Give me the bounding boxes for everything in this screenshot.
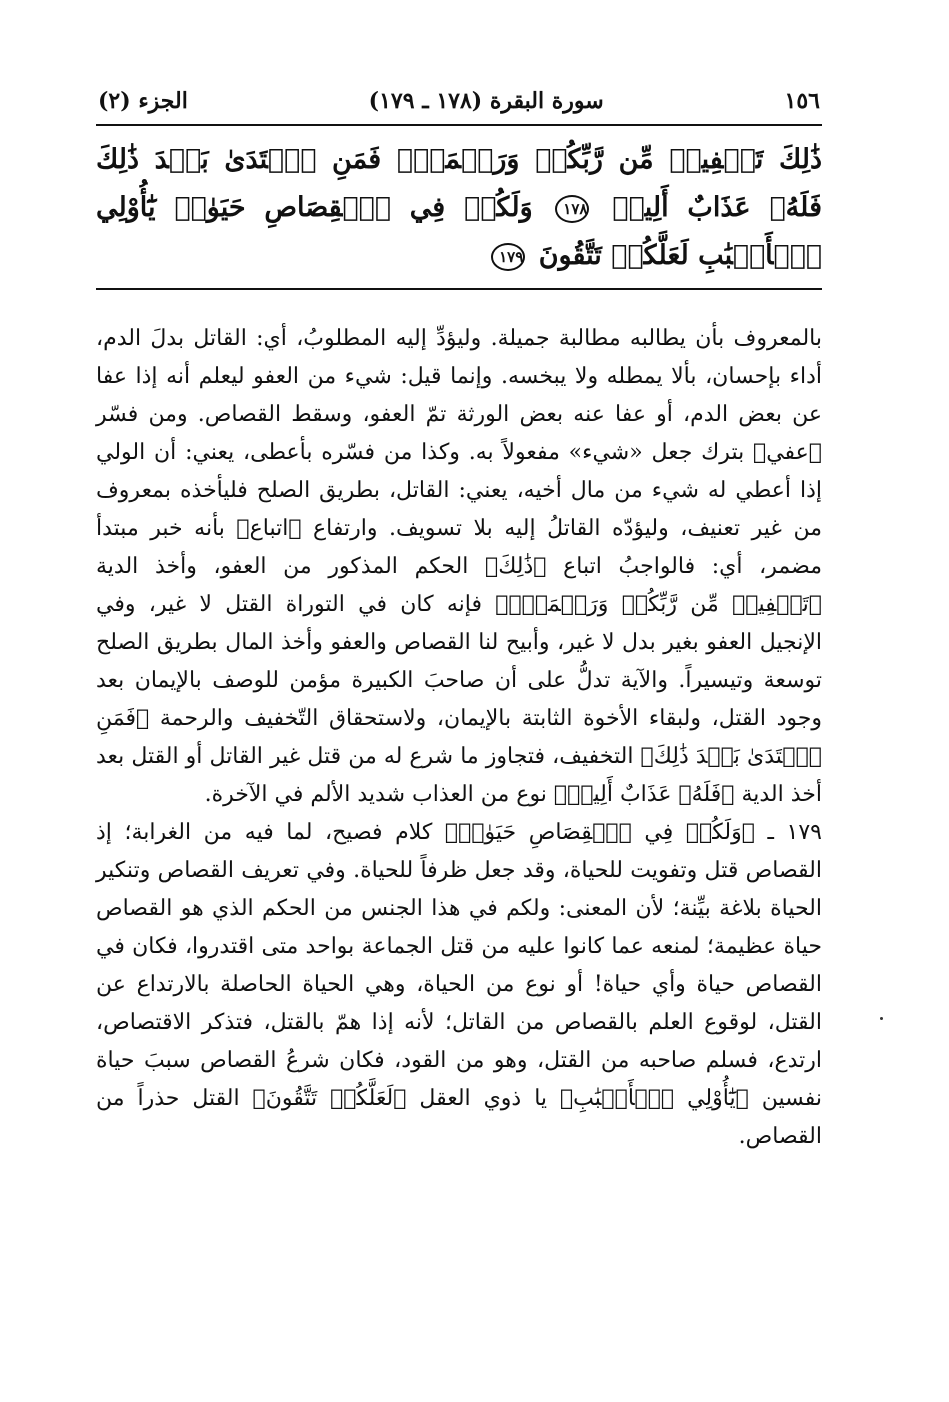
book-page bbox=[96, 78, 822, 1156]
commentary-paragraph-179: ١٧٩ ـ ﴿وَلَكُمۡ فِي ٱلۡقِصَاصِ حَيَوٰةٞ﴾ كلام فصيح، لما فيه من الغرابة؛ إذ القصاص قتل وتفويت للحياة، وقد جعل ظرفاً للحياة. وفي تعريف القصاص وتنكير الحياة بلاغة بيِّنة؛ لأن المعنى: ولكم في هذا الجنس من الحكم الذي هو القصاص حياة عظيمة؛ لمنعه عما كانوا عليه من قتل الجماعة بواحد متى اقتدروا، فكان في القصاص حياة وأي حياة! أو نوع من الحياة، وهي الحياة الحاصلة بالارتداع عن القتل، لوقوع العلم بالقصاص من القاتل؛ لأنه إذا همّ بالقتل، فتذكر الاقتصاص، ارتدع، فسلم صاحبه من القتل، وهو من القود، فكان شرعُ القصاص سببَ حياة نفسين ﴿يَٰٓأُوْلِي ٱلۡأَلۡبَٰبِ﴾ يا ذوي العقل ﴿لَعَلَّكُمۡ تَتَّقُونَ﴾ القتل حذراً من القصاص. bbox=[96, 820, 822, 1149]
commentary-paragraph-178: بالمعروف بأن يطالبه مطالبة جميلة. وليؤدِّ إليه المطلوبُ، أي: القاتل بدلَ الدم، أداء بإحسان، بألا يمطله ولا يبخسه. وإنما قيل: شيء من العفو ليعلم أنه إذا عفا عن بعض الدم، أو عفا عنه بعض الورثة تمّ العفو، وسقط القصاص. ومن فسّر ﴿عفي﴾ بترك جعل «شيء» مفعولاً به. وكذا من فسّره بأعطى، يعني: أن الولي إذا أعطي له شيء من مال أخيه، يعني: القاتل، بطريق الصلح فليأخذه بمعروف من غير تعنيف، وليؤدّه القاتلُ إليه بلا تسويف. وارتفاع ﴿اتباع﴾ بأنه خبر مبتدأ مضمر، أي: فالواجبُ اتباع ﴿ذَٰلِكَ﴾ الحكم المذكور من العفو، وأخذ الدية ﴿تَخۡفِيفٞ مِّن رَّبِّكُمۡ وَرَحۡمَةٞۗ﴾ فإنه كان في التوراة القتل لا غير، وفي الإنجيل العفو بغير بدل لا غير، وأبيح لنا القصاص والعفو وأخذ المال بطريق الصلح توسعة وتيسيراً. والآية تدلُّ على أن صاحبَ الكبيرة مؤمن للوصف بالإيمان بعد وجود القتل، ولبقاء الأخوة الثابتة بالإيمان، ولاستحقاق التّخفيف والرحمة ﴿فَمَنِ ٱعۡتَدَىٰ بَعۡدَ ذَٰلِكَ﴾ التخفيف، فتجاوز ما شرع له من قتل غير القاتل أو القتل بعد أخذ الدية ﴿فَلَهُۥ عَذَابٌ أَلِيمٞ﴾ نوع من العذاب شديد الألم في الآخرة. bbox=[96, 326, 822, 807]
part-label: الجزء (٢) bbox=[98, 88, 188, 114]
verse-text-179: وَلَكُمۡ فِي ٱلۡقِصَاصِ حَيَوٰةٞ يَٰٓأُوْلِي ٱلۡأَلۡبَٰبِ لَعَلَّكُمۡ تَتَّقُونَ bbox=[96, 192, 822, 271]
running-header bbox=[96, 78, 822, 126]
quran-verse-block bbox=[96, 126, 822, 290]
print-speck bbox=[880, 1017, 883, 1020]
verse-number-marker-179: ١٧٩ bbox=[491, 243, 525, 271]
commentary-body bbox=[96, 320, 822, 1156]
page-number: ١٥٦ bbox=[784, 88, 820, 114]
surah-title: سورة البقرة (١٧٨ ـ ١٧٩) bbox=[368, 88, 604, 114]
verse-number-marker-178: ١٧٨ bbox=[555, 195, 589, 223]
verse-text-178: ذَٰلِكَ تَخۡفِيفٞ مِّن رَّبِّكُمۡ وَرَحۡمَةٞۗ فَمَنِ ٱعۡتَدَىٰ بَعۡدَ ذَٰلِكَ فَلَهُۥ عَذَابٌ أَلِيمٞ bbox=[96, 144, 822, 223]
